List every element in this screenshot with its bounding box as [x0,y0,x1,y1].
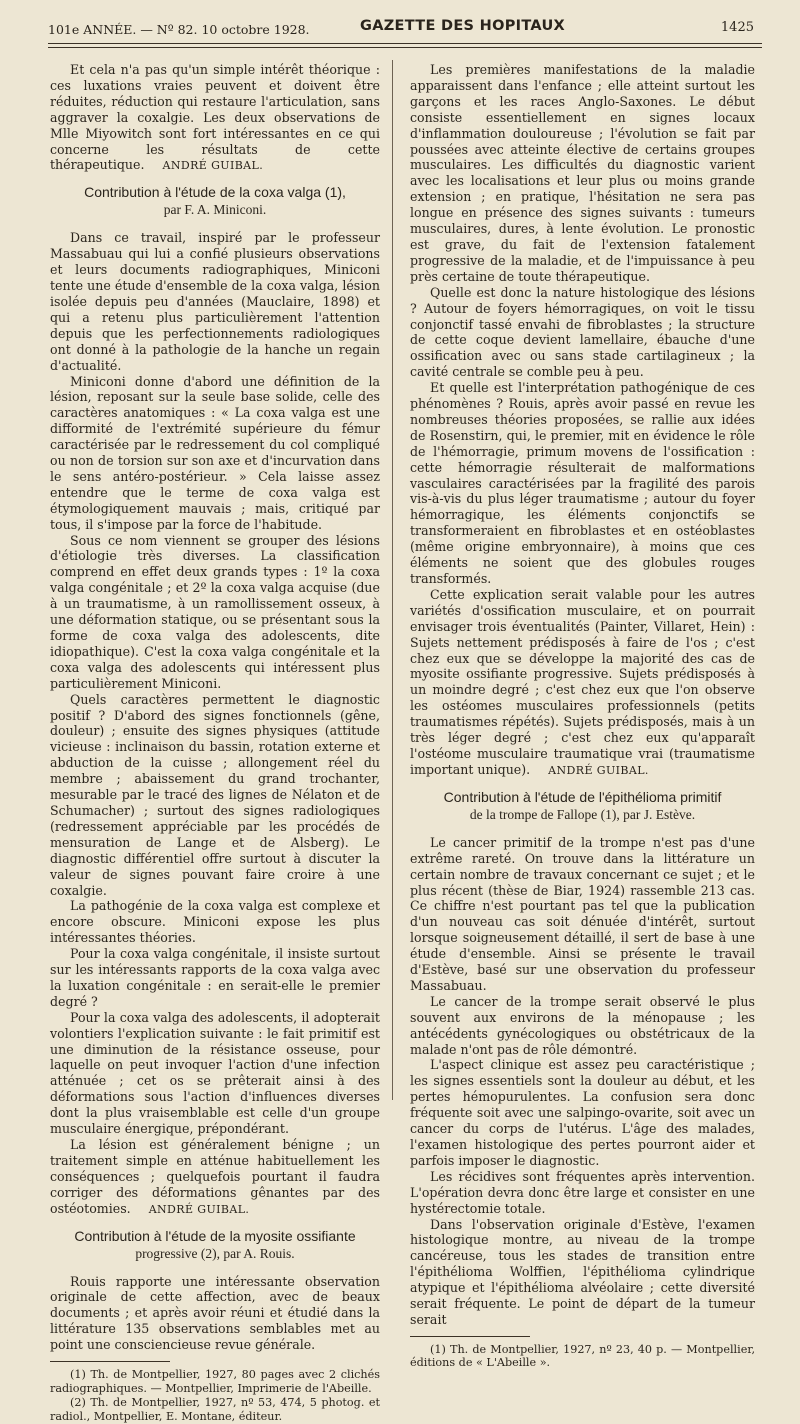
signature: ANDRÉ GUIBAL. [148,1202,250,1216]
body-paragraph: La pathogénie de la coxa valga est complexe et encore obscure. Miniconi expose les plus intéressantes théories. [50,898,380,946]
body-paragraph: Miniconi donne d'abord une définition de la lésion, reposant sur la seule base solide, celle des caractères anatomiques : « La coxa valga est une difformité de l'extrémité supérieure du fémur caractérisée par le redressement du col compliqué ou non de torsion sur son axe et d'incurvation dans le sens antéro-postérieur. » Cela laisse assez entendre que le terme de coxa valga est étymologiquement mauvais ; mais, critiqué par tous, il s'impose par la force de l'habitude. [50,373,380,532]
body-paragraph: Rouis rapporte une intéressante observation originale de cette affection, avec de beaux documents ; et après avoir réuni et étudié dans la littérature 135 observations semblables met au point une consciencieuse revue générale. [50,1273,380,1353]
heading-author: progressive (2), par A. Rouis. [135,1245,295,1261]
left-column [50,62,380,1424]
heading-title: Contribution à l'étude de la myosite ossifiante [74,1227,356,1244]
body-paragraph: Pour la coxa valga congénitale, il insiste surtout sur les intéressants rapports de la coxa valga avec la luxation congénitale : en serait-elle le premier degré ? [50,946,380,1009]
heading-author: de la trompe de Fallope (1), par J. Estève. [469,806,696,822]
body-paragraph: Le cancer de la trompe serait observé le plus souvent aux environs de la ménopause ; les antécédents gynécologiques ou obstétricaux de la malade n'ont pas de rôle démontré. [410,993,755,1057]
page-header [48,18,762,40]
body-paragraph: Quels caractères permettent le diagnostic positif ? D'abord des signes fonctionnels (gêne, douleur) ; ensuite des signes physiques (attitude vicieuse : inclinaison du bassin, rotation externe et abduction de la cuisse ; allongement réel du membre ; abaissement du grand trochanter, mesurable par le tracé des lignes de Nélaton et de Schumacher) ; surtout des signes radiologiques (redressement appréciable par les procédés de mensuration de Lange et de Alsberg). Le diagnostic différentiel offre surtout à discuter la valeur de signes pouvant faire croire à une coxalgie. [50,691,380,898]
body-paragraph: Les récidives sont fréquentes après intervention. L'opération devra donc être large et consister en une hystérectomie totale. [410,1168,755,1216]
body-paragraph: Les premières manifestations de la maladie apparaissent dans l'enfance ; elle atteint surtout les garçons et les races Anglo-Saxones. Le début consiste essentiellement en signes locaux d'inflammation douloureuse ; l'évolution se fait par poussées avec atteinte élective de certains groupes musculaires. Les difficultés du diagnostic varient avec les localisations et leur plus ou moins grande extension ; en pratique, l'hésitation ne sera pas longue en présence des signes suivants : tumeurs musculaires, dures, à lente évolution. Le pronostic est grave, du fait de l'extension fatalement progressive de la maladie, et de l'impuissance à peu près certaine de toute thérapeutique. [410,62,755,284]
footnotes [410,1343,755,1370]
header-rule-bottom [48,47,762,48]
page-number: 1425 [720,20,754,35]
body-paragraph: La lésion est généralement bénigne ; un traitement simple en atténue habituellement les conséquences ; quelquefois pourtant il faudra corriger des déformations gênantes par des ostéotomies. ANDRÉ GUIBAL. [50,1137,380,1216]
body-paragraph: L'aspect clinique est assez peu caractéristique ; les signes essentiels sont la douleur au début, et les pertes hémopurulentes. La confusion sera donc fréquente soit avec une salpingo-ovarite, soit avec un cancer du corps de l'utérus. L'âge des malades, l'examen histologique des pertes pourront aider et parfois imposer le diagnostic. [410,1057,755,1168]
article-heading-coxa-valga [50,184,380,218]
article-heading-epithelioma [410,789,755,823]
article-heading-myosite [50,1228,380,1262]
body-paragraph: Dans ce travail, inspiré par le professeur Massabuau qui lui a confié plusieurs observations et leurs documents radiographiques, Miniconi tente une étude d'ensemble de la coxa valga, lésion isolée depuis peu d'années (Mauclaire, 1898) et qui a retenu plus particulièrement l'attention depuis que les perfectionnements radiologiques ont donné à la pathologie de la hanche un regain d'actualité. [50,230,380,373]
header-rule-top [48,43,762,44]
footnotes [50,1368,380,1423]
signature: ANDRÉ GUIBAL. [162,159,264,173]
body-paragraph: Sous ce nom viennent se grouper des lésions d'étiologie très diverses. La classification comprend en effet deux grands types : 1º la coxa valga congénitale ; et 2º la coxa valga acquise (due à un traumatisme, à un ramollissement osseux, à une déformation statique, ou se présentant sous la forme de coxa valga des adolescents, dite idiopathique). C'est la coxa valga congénitale et la coxa valga des adolescents qui intéressent plus particulièrement Miniconi. [50,532,380,691]
footnote: (2) Th. de Montpellier, 1927, nº 53, 474, 5 photog. et radiol., Montpellier, E. Montane, éditeur. [50,1396,380,1423]
heading-author: par F. A. Miniconi. [163,202,267,218]
signature: ANDRÉ GUIBAL. [548,763,649,777]
body-paragraph: Le cancer primitif de la trompe n'est pas d'une extrême rareté. On trouve dans la littérature un certain nombre de travaux concernant ce sujet ; et le plus récent (thèse de Biar, 1924) rassemble 213 cas. Ce chiffre n'est pourtant pas tel que la publication d'un nouveau cas soit dénuée d'intérêt, surtout lorsque soigneusement détaillé, il sert de base à une étude d'ensemble. Ainsi se présente le travail d'Estève, basé sur une observation du professeur Massabuau. [410,834,755,993]
column-divider [392,60,393,1100]
footnote: (1) Th. de Montpellier, 1927, nº 23, 40 p. — Montpellier, éditions de « L'Abeille ». [410,1342,755,1370]
footnote-rule [410,1336,530,1337]
heading-title: Contribution à l'étude de la coxa valga (1), [84,184,346,201]
body-paragraph: Pour la coxa valga des adolescents, il adopterait volontiers l'explication suivante : le fait primitif est une diminution de la résistance osseuse, pour laquelle on peut invoquer l'action d'une infection atténuée ; cet os se prêterait ainsi à des déformations sous l'action d'influences diverses dont la plus vraisemblable est celle d'un groupe musculaire énergique, prépondérant. [50,1009,380,1137]
journal-title: GAZETTE DES HOPITAUX [360,18,566,34]
heading-title: Contribution à l'étude de l'épithélioma primitif [443,788,722,805]
right-column [410,62,755,1371]
footnote: (1) Th. de Montpellier, 1927, 80 pages avec 2 clichés radiographiques. — Montpellier, Imprimerie de l'Abeille. [50,1368,380,1395]
body-paragraph: Cette explication serait valable pour les autres variétés d'ossification musculaire, et on pourrait envisager trois éventualités (Painter, Villaret, Hein) : Sujets nettement prédisposés à faire de l'os ; c'est chez eux que se développe la majorité des cas de myosite ossifiante progressive. Sujets prédisposés à un moindre degré ; c'est chez eux que l'on observe les ostéomes musculaires professionnels (petits traumatismes répétés). Sujets prédisposés, mais à un très léger degré ; c'est chez eux qu'apparaît l'ostéome musculaire traumatique vrai (traumatisme important unique). ANDRÉ GUIBAL. [410,586,755,777]
body-paragraph: Et quelle est l'interprétation pathogénique de ces phénomènes ? Rouis, après avoir passé en revue les nombreuses théories proposées, se rallie aux idées de Rosenstirn, qui, le premier, mit en évidence le rôle de l'hémorragie, primum movens de l'ossification : cette hémorragie résulterait de malformations vasculaires caractérisées par la fragilité des parois vis-à-vis du plus léger traumatisme ; autour du foyer hémorragique, les éléments conjonctifs se transformeraient en fibroblastes et en ostéoblastes (même origine embryonnaire), à moins que ces éléments ne soient que des globules rouges transformés. [410,380,755,586]
intro-paragraph: Et cela n'a pas qu'un simple intérêt théorique : ces luxations vraies peuvent et doivent être réduites, réduction qui restaure l'articulation, sans aggraver la coxalgie. Les deux observations de Mlle Miyowitch sont fort intéressantes en ce qui concerne les résultats de cette thérapeutique. ANDRÉ GUIBAL. [50,62,380,173]
body-paragraph: Quelle est donc la nature histologique des lésions ? Autour de foyers hémorragiques, on voit le tissu conjonctif tassé envahi de fibroblastes ; la structure de cette coque devient lamellaire, ébauche d'une ossification avec ou sans stade cartilagineux ; la cavité centrale se comble peu à peu. [410,284,755,380]
footnote-rule [50,1361,170,1362]
body-paragraph: Dans l'observation originale d'Estève, l'examen histologique montre, au niveau de la trompe cancéreuse, tous les stades de transition entre l'épithélioma Wolffien, l'épithélioma cylindrique atypique et l'épithélioma alvéolaire ; cette diversité serait fréquente. Le point de départ de la tumeur serait [410,1216,755,1327]
issue-line: 101e ANNÉE. — Nº 82. 10 octobre 1928. [48,22,310,37]
